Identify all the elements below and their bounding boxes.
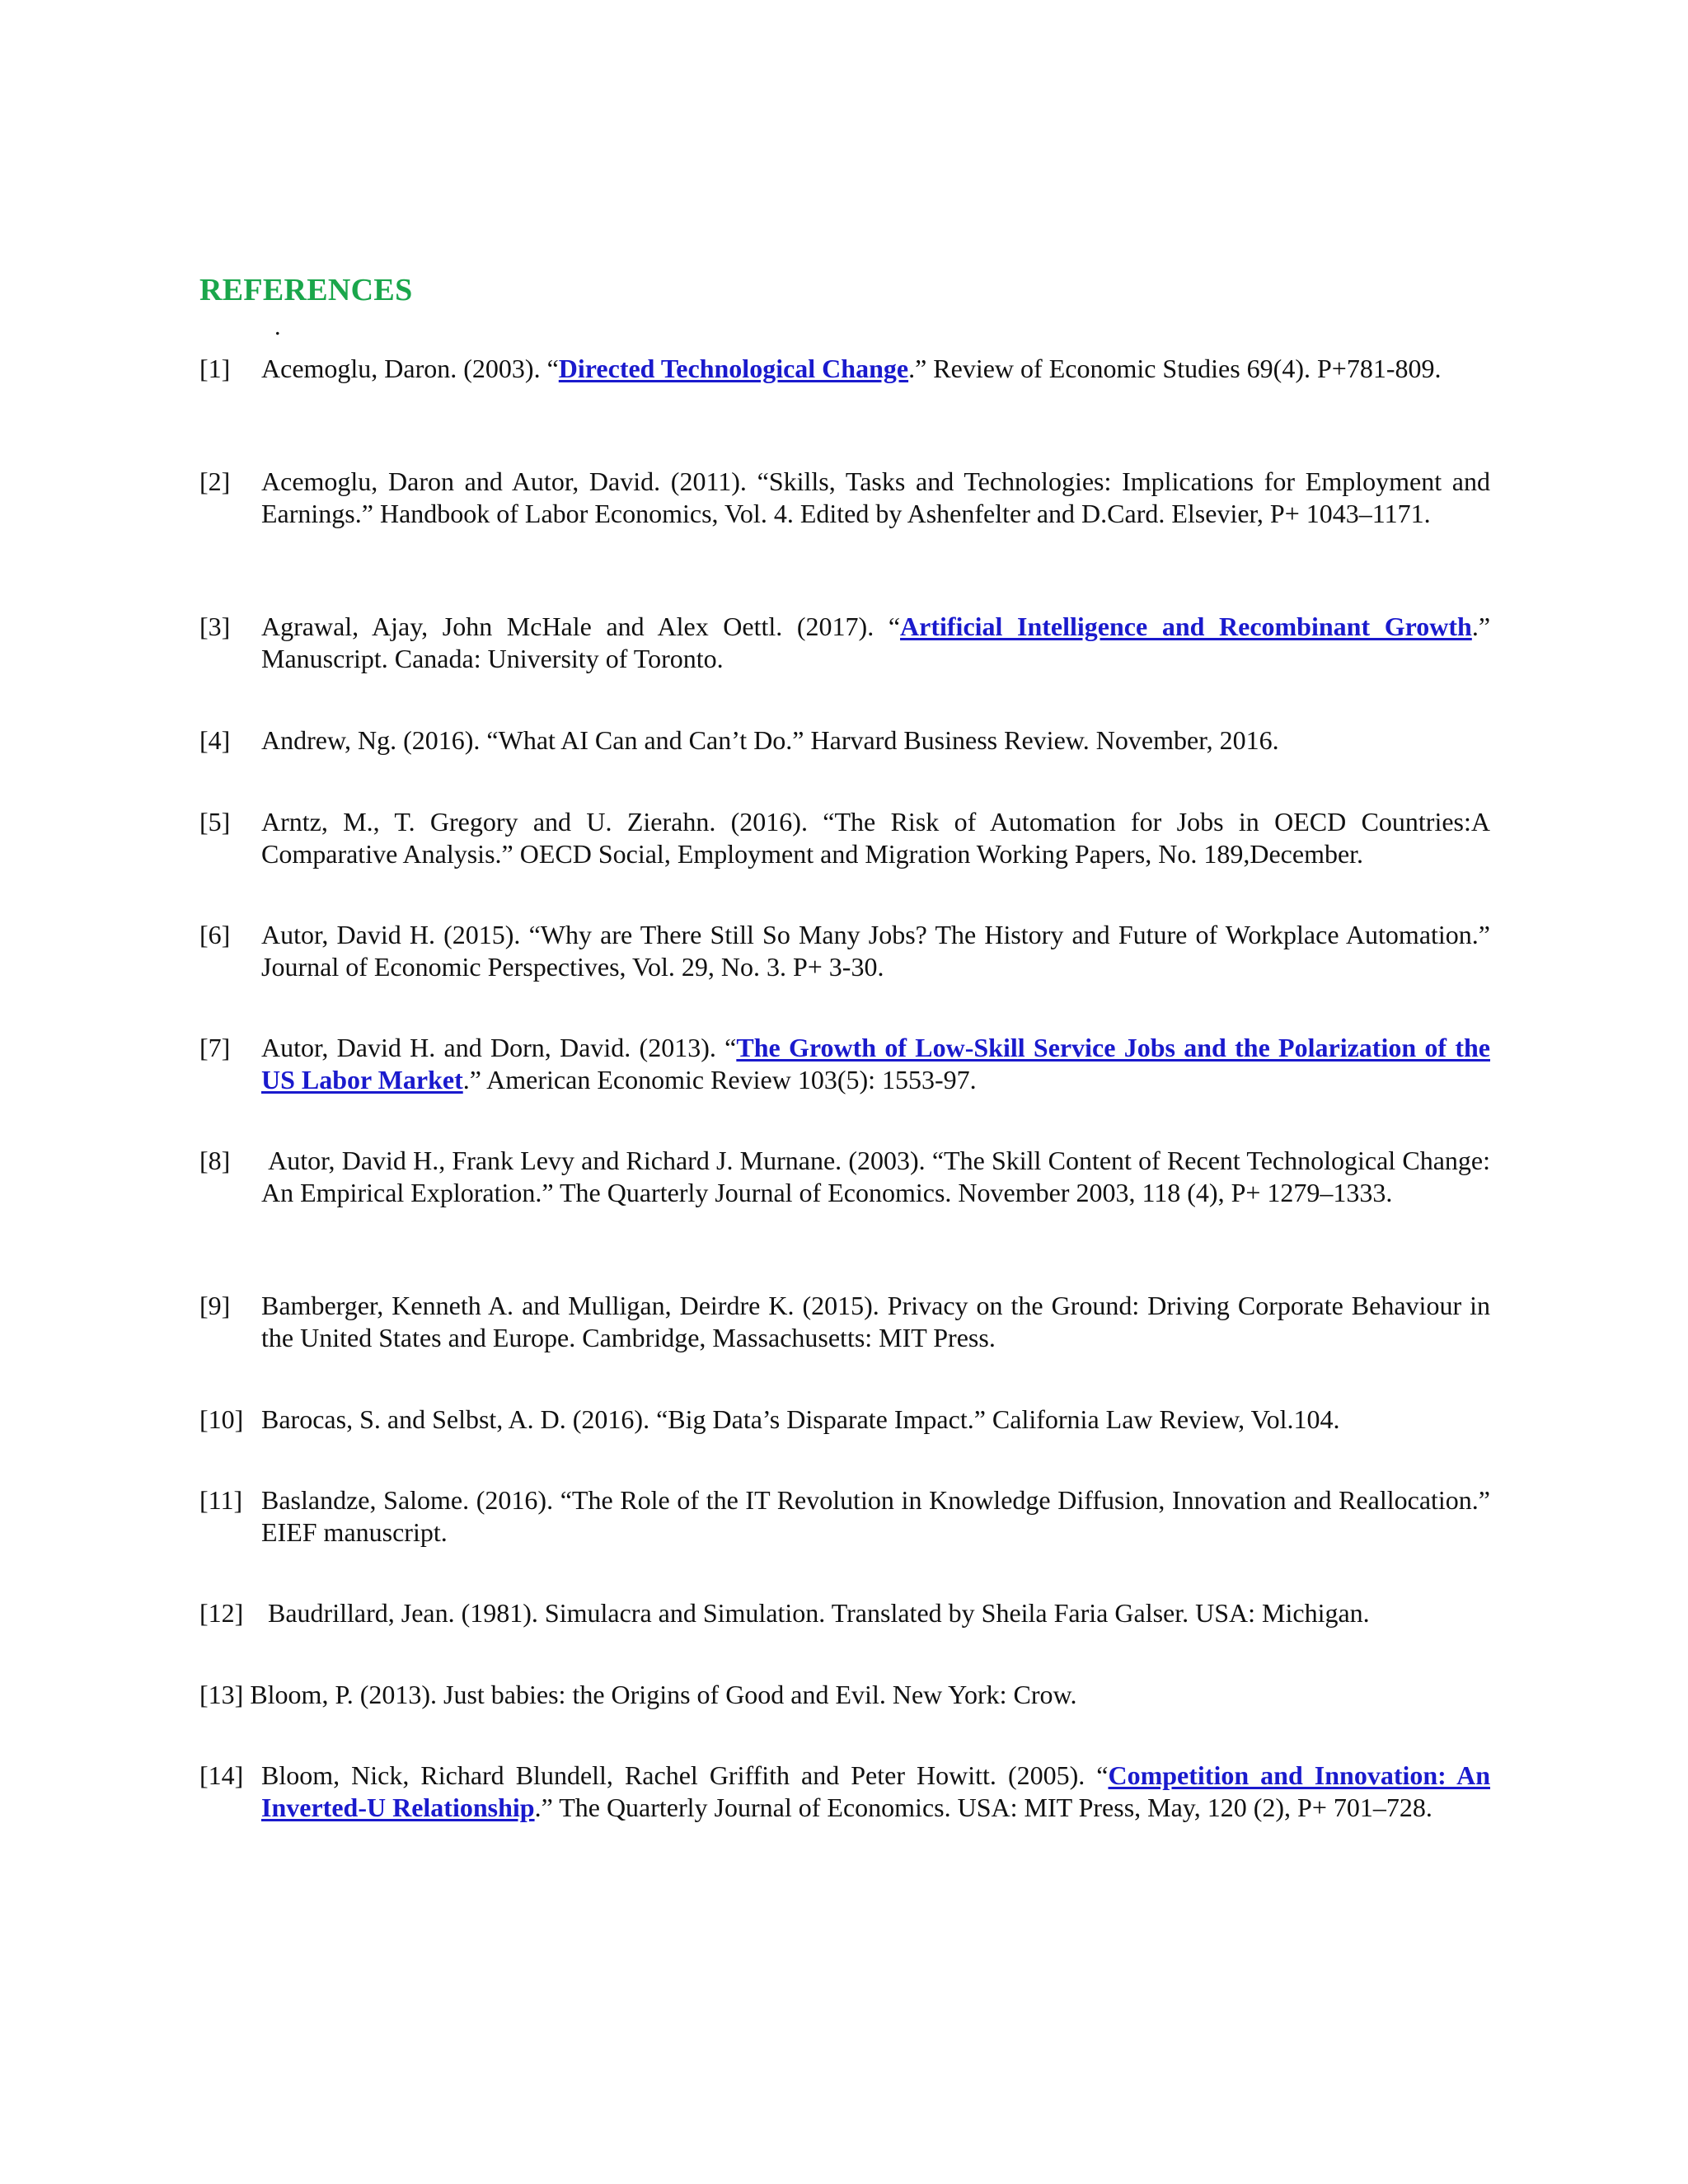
reference-text-pre: Acemoglu, Daron. (2003). “ [261,354,559,383]
reference-item [199,1290,1490,1354]
reference-item [199,1597,1490,1629]
reference-item [199,1145,1490,1209]
reference-item [199,1760,1490,1824]
reference-text-pre: Autor, David H., Frank Levy and Richard J. Murnane. (2003). “The Skill Content of Recent Technological Change: An Empirical Exploration.” The Quarterly Journal of Economics. November 2003, 118 (4), P+ 1279–1333. [261,1146,1490,1207]
reference-text-pre: Autor, David H. (2015). “Why are There Still So Many Jobs? The History and Future of Workplace Automation.” Journal of Economic Perspectives, Vol. 29, No. 3. P+ 3-30. [261,920,1490,982]
reference-text-pre: Baslandze, Salome. (2016). “The Role of the IT Revolution in Knowledge Diffusion, Innovation and Reallocation.” EIEF manuscript. [261,1485,1490,1547]
reference-number: [1] [199,354,231,383]
reference-link[interactable]: The Growth of Low-Skill Service Jobs and the Polarization of the US Labor Market [261,1033,1490,1094]
reference-number: [8] [199,1146,231,1175]
reference-text [261,1032,1490,1096]
reference-link[interactable]: Competition and Innovation: An Inverted-U Relationship [261,1760,1491,1822]
reference-text-post: .” Review of Economic Studies 69(4). P+781-809. [908,354,1442,383]
reference-text [261,1597,1490,1629]
reference-text [199,1679,1490,1711]
reference-item [199,1679,1490,1711]
reference-text-pre: Barocas, S. and Selbst, A. D. (2016). “Big Data’s Disparate Impact.” California Law Review, Vol.104. [261,1404,1340,1434]
reference-text-post: .” American Economic Review 103(5): 1553-97. [462,1065,977,1094]
reference-text-pre: Baudrillard, Jean. (1981). Simulacra and Simulation. Translated by Sheila Faria Galser. USA: Michigan. [261,1598,1370,1628]
reference-text [261,1290,1490,1354]
reference-item [199,1404,1490,1436]
reference-number: [11] [199,1485,243,1515]
reference-number: [9] [199,1291,231,1320]
reference-item [199,466,1490,530]
reference-text [261,724,1490,757]
reference-text-pre: Arntz, M., T. Gregory and U. Zierahn. (2016). “The Risk of Automation for Jobs in OECD Countries:A Comparative Analysis.” OECD Social, Employment and Migration Working Papers, No. 189,December. [261,807,1490,869]
reference-item [199,806,1490,870]
reference-text-pre: Andrew, Ng. (2016). “What AI Can and Can’t Do.” Harvard Business Review. November, 2016. [261,725,1279,755]
reference-text [261,806,1490,870]
reference-link[interactable]: Directed Technological Change [558,354,909,383]
reference-text-pre: Acemoglu, Daron and Autor, David. (2011). “Skills, Tasks and Technologies: Implications for Employment and Earnings.” Handbook of Labor Economics, Vol. 4. Edited by Ashenfelter and D.Card. Elsevier, P+ 1043–1171. [261,466,1490,528]
reference-text [261,1404,1490,1436]
reference-text [261,611,1490,675]
reference-number: [5] [199,807,231,837]
reference-text-pre: Bloom, Nick, Richard Blundell, Rachel Griffith and Peter Howitt. (2005). “ [261,1760,1109,1790]
reference-number: [4] [199,725,231,755]
reference-number: [12] [199,1598,244,1628]
reference-text [261,1145,1490,1209]
reference-item [199,1484,1490,1549]
reference-number: [10] [199,1404,244,1434]
reference-link[interactable]: Artificial Intelligence and Recombinant Growth [900,612,1472,641]
references-heading: REFERENCES [199,273,413,307]
reference-text [261,466,1490,530]
reference-text [261,1484,1490,1549]
reference-text-pre: Bloom, P. (2013). Just babies: the Origins of Good and Evil. New York: Crow. [250,1680,1077,1709]
reference-item [199,353,1490,385]
reference-text-pre: Bamberger, Kenneth A. and Mulligan, Deirdre K. (2015). Privacy on the Ground: Driving Corporate Behaviour in the United States and Europe. Cambridge, Massachusetts: MIT Press. [261,1291,1490,1352]
reference-number: [7] [199,1033,231,1062]
reference-item [199,919,1490,983]
reference-number: [6] [199,920,231,949]
stray-dot: . [274,313,281,340]
reference-text-pre: Autor, David H. and Dorn, David. (2013). “ [261,1033,737,1062]
reference-number: [3] [199,612,231,641]
reference-text-post: .” The Quarterly Journal of Economics. USA: MIT Press, May, 120 (2), P+ 701–728. [534,1793,1432,1822]
reference-text-post: .” Manuscript. Canada: University of Toronto. [261,612,1491,673]
reference-item [199,1032,1490,1096]
reference-text [261,919,1490,983]
reference-text [261,1760,1490,1824]
reference-item [199,724,1490,757]
reference-number: [14] [199,1760,244,1790]
reference-number: [13] [199,1680,244,1709]
reference-item [199,611,1490,675]
reference-text-pre: Agrawal, Ajay, John McHale and Alex Oettl. (2017). “ [261,612,901,641]
reference-number: [2] [199,466,231,496]
reference-text [261,353,1490,385]
